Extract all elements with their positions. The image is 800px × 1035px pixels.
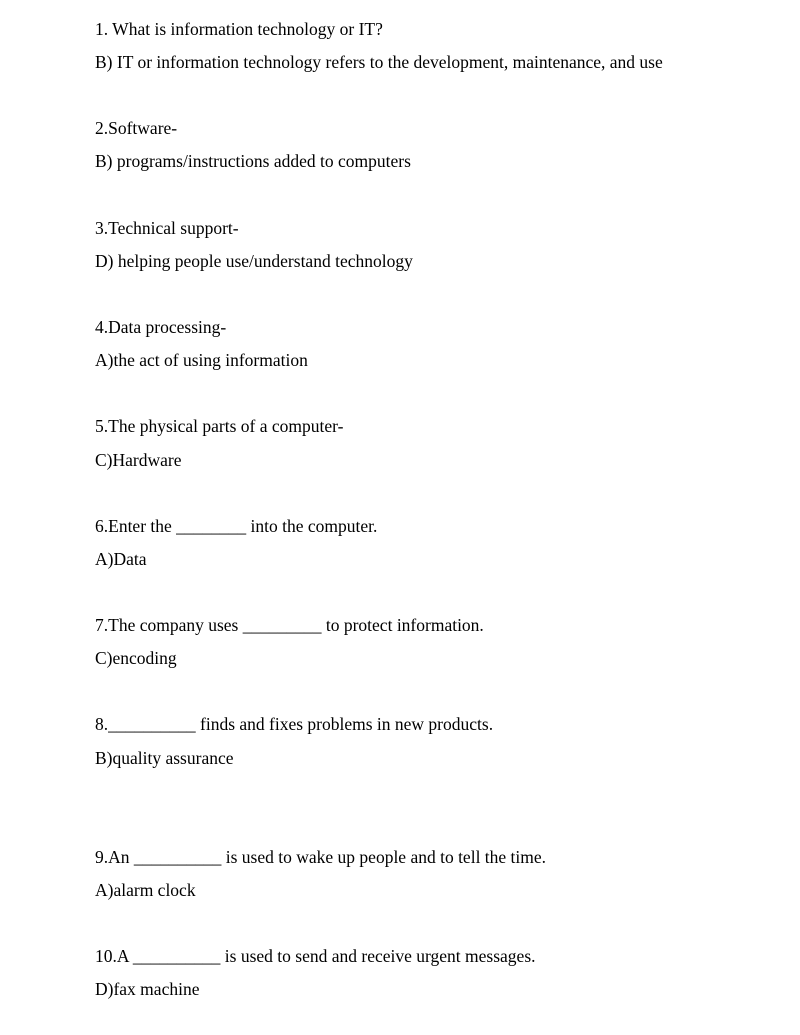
answer-6: A)Data	[95, 549, 147, 569]
question-2: 2.Software-	[95, 118, 178, 138]
answer-2: B) programs/instructions added to computers	[95, 151, 411, 171]
answer-10: D)fax machine	[95, 979, 200, 999]
question-5: 5.The physical parts of a computer-	[95, 416, 344, 436]
question-1: 1. What is information technology or IT?	[95, 19, 383, 39]
question-8: 8.__________ finds and fixes problems in new products.	[95, 714, 494, 734]
question-4: 4.Data processing-	[95, 317, 227, 337]
answer-7: C)encoding	[95, 648, 177, 668]
answer-1: B) IT or information technology refers to the development, maintenance, and use	[95, 52, 663, 72]
answer-8: B)quality assurance	[95, 748, 234, 768]
answer-3: D) helping people use/understand technology	[95, 251, 413, 271]
question-7: 7.The company uses _________ to protect information.	[95, 615, 484, 635]
question-6: 6.Enter the ________ into the computer.	[95, 516, 378, 536]
answer-5: C)Hardware	[95, 450, 182, 470]
answer-4: A)the act of using information	[95, 350, 308, 370]
question-10: 10.A __________ is used to send and receive urgent messages.	[95, 946, 536, 966]
question-9: 9.An __________ is used to wake up people and to tell the time.	[95, 847, 547, 867]
answer-9: A)alarm clock	[95, 880, 196, 900]
question-3: 3.Technical support-	[95, 218, 239, 238]
